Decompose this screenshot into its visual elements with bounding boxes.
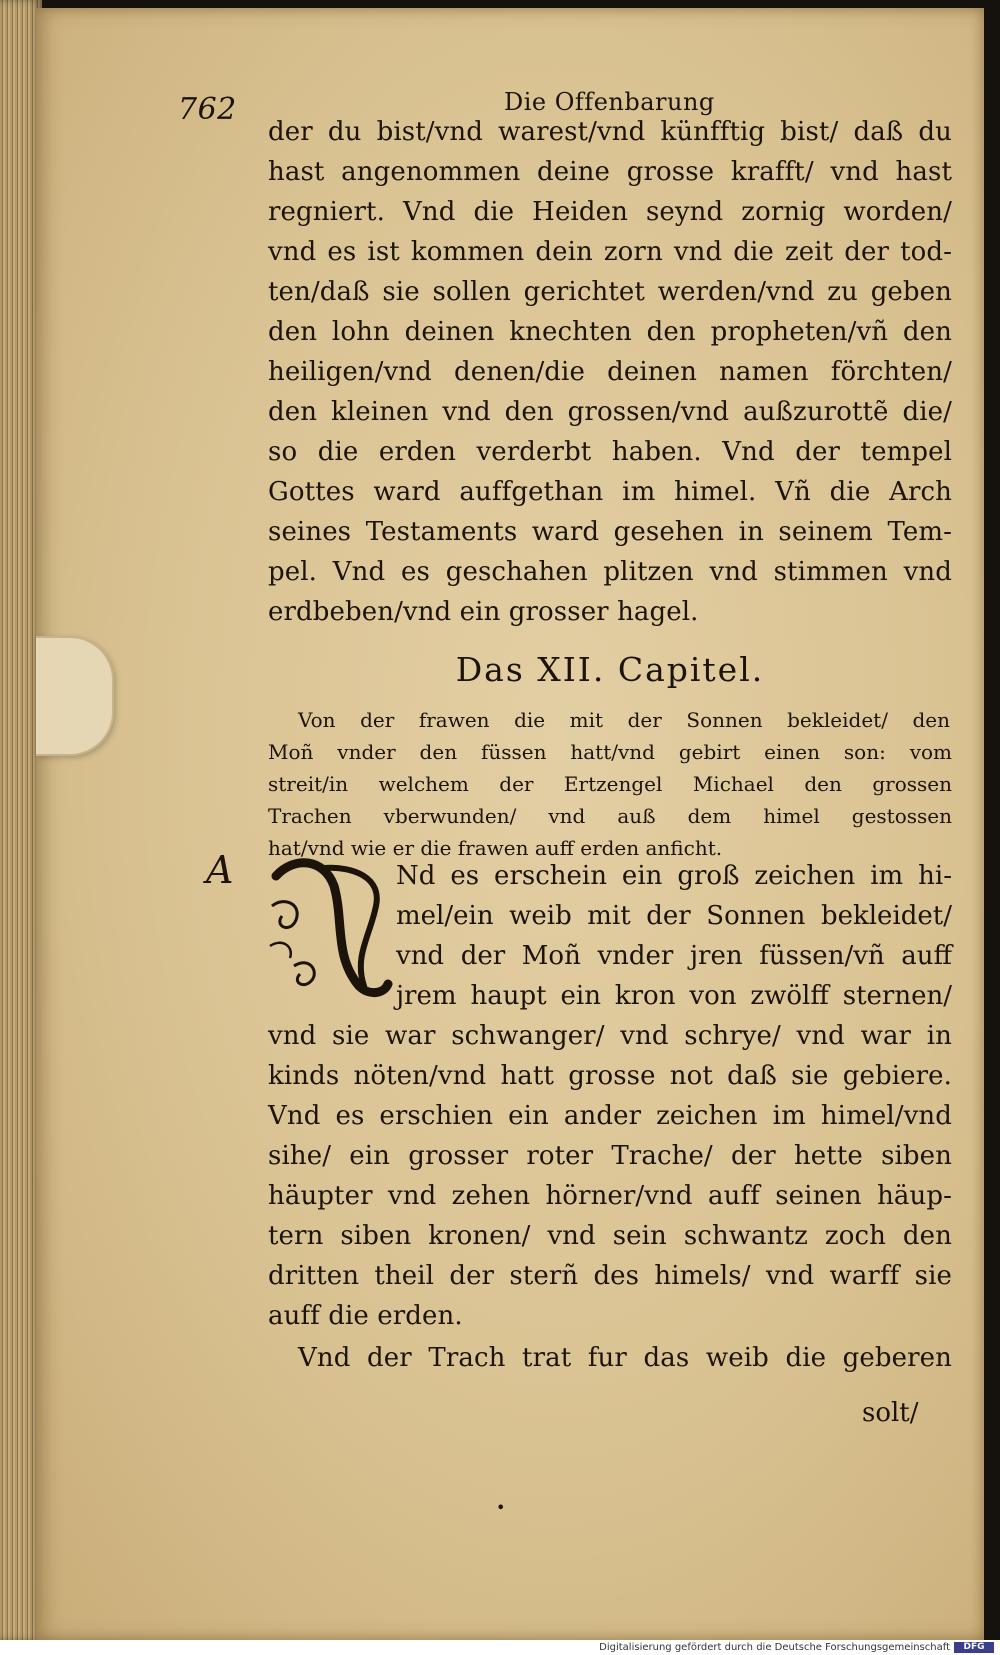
text-line: Vnd der Trach trat fur das weib die geberen [298, 1343, 952, 1373]
text-line: hast angenommen deine grosse krafft/ vnd hast [268, 157, 952, 187]
footer-credit: Digitalisierung gefördert durch die Deutsche Forschungsgemeinschaft [599, 1642, 950, 1653]
text-line: Vnd es erschien ein ander zeichen im himel/vnd [268, 1101, 952, 1131]
book-page [36, 8, 984, 1640]
text-line: den kleinen vnd den grossen/vnd außzurottẽ die/ [268, 397, 952, 427]
catchword: solt/ [862, 1398, 919, 1428]
text-line: ten/daß sie sollen gerichtet werden/vnd zu geben [268, 277, 952, 307]
summary-line: Von der frawen die mit der Sonnen bekleidet/ den [298, 708, 950, 732]
text-line: seines Testaments ward gesehen in seinem Tem- [268, 517, 952, 547]
ornament-dot: • [496, 1498, 506, 1517]
text-line: pel. Vnd es geschahen plitzen vnd stimmen vnd [268, 557, 952, 587]
text-line: erdbeben/vnd ein grosser hagel. [268, 597, 699, 627]
text-line: dritten theil der sterñ des himels/ vnd warff sie [268, 1261, 952, 1291]
text-line: der du bist/vnd warest/vnd künfftig bist/ daß du [268, 117, 952, 147]
text-line: Gottes ward auffgethan im himel. Vñ die Arch [268, 477, 952, 507]
dfg-logo: DFG [954, 1642, 994, 1653]
text-line: mel/ein weib mit der Sonnen bekleidet/ [396, 901, 952, 931]
text-line: tern siben kronen/ vnd sein schwantz zoch den [268, 1221, 952, 1251]
text-line: kinds nöten/vnd hatt grosse not daß sie gebiere. [268, 1061, 952, 1091]
text-line: sihe/ ein grosser roter Trache/ der hette siben [268, 1141, 952, 1171]
summary-line: hat/vnd wie er die frawen auff erden anficht. [268, 836, 723, 860]
bookmark-clip [36, 636, 114, 756]
summary-line: streit/in welchem der Ertzengel Michael den grossen [268, 772, 952, 796]
chapter-heading: Das XII. Capitel. [455, 650, 765, 689]
decorated-initial-v-icon [264, 846, 394, 1006]
margin-letter: A [206, 848, 234, 892]
text-line: vnd es ist kommen dein zorn vnd die zeit der tod- [268, 237, 952, 267]
text-line: auff die erden. [268, 1301, 463, 1331]
summary-line: Trachen vberwunden/ vnd auß dem himel gestossen [268, 804, 952, 828]
text-line: vnd sie war schwanger/ vnd schrye/ vnd war in [268, 1021, 952, 1051]
summary-line: Moñ vnder den füssen hatt/vnd gebirt einen son: vom [268, 740, 952, 764]
text-line: häupter vnd zehen hörner/vnd auff seinen häup- [268, 1181, 952, 1211]
running-title: Die Offenbarung [504, 88, 715, 116]
text-line: regniert. Vnd die Heiden seynd zornig worden/ [268, 197, 952, 227]
text-line: jrem haupt ein kron von zwölff sternen/ [396, 981, 952, 1011]
page-number: 762 [178, 92, 237, 127]
text-line: heiligen/vnd denen/die deinen namen förchten/ [268, 357, 952, 387]
text-line: vnd der Moñ vnder jren füssen/vñ auff [396, 941, 952, 971]
text-line: so die erden verderbt haben. Vnd der tempel [268, 437, 952, 467]
text-line: den lohn deinen knechten den propheten/vñ den [268, 317, 952, 347]
footer-bar [0, 1640, 1000, 1655]
text-line: Nd es erschein ein groß zeichen im hi- [396, 861, 952, 891]
